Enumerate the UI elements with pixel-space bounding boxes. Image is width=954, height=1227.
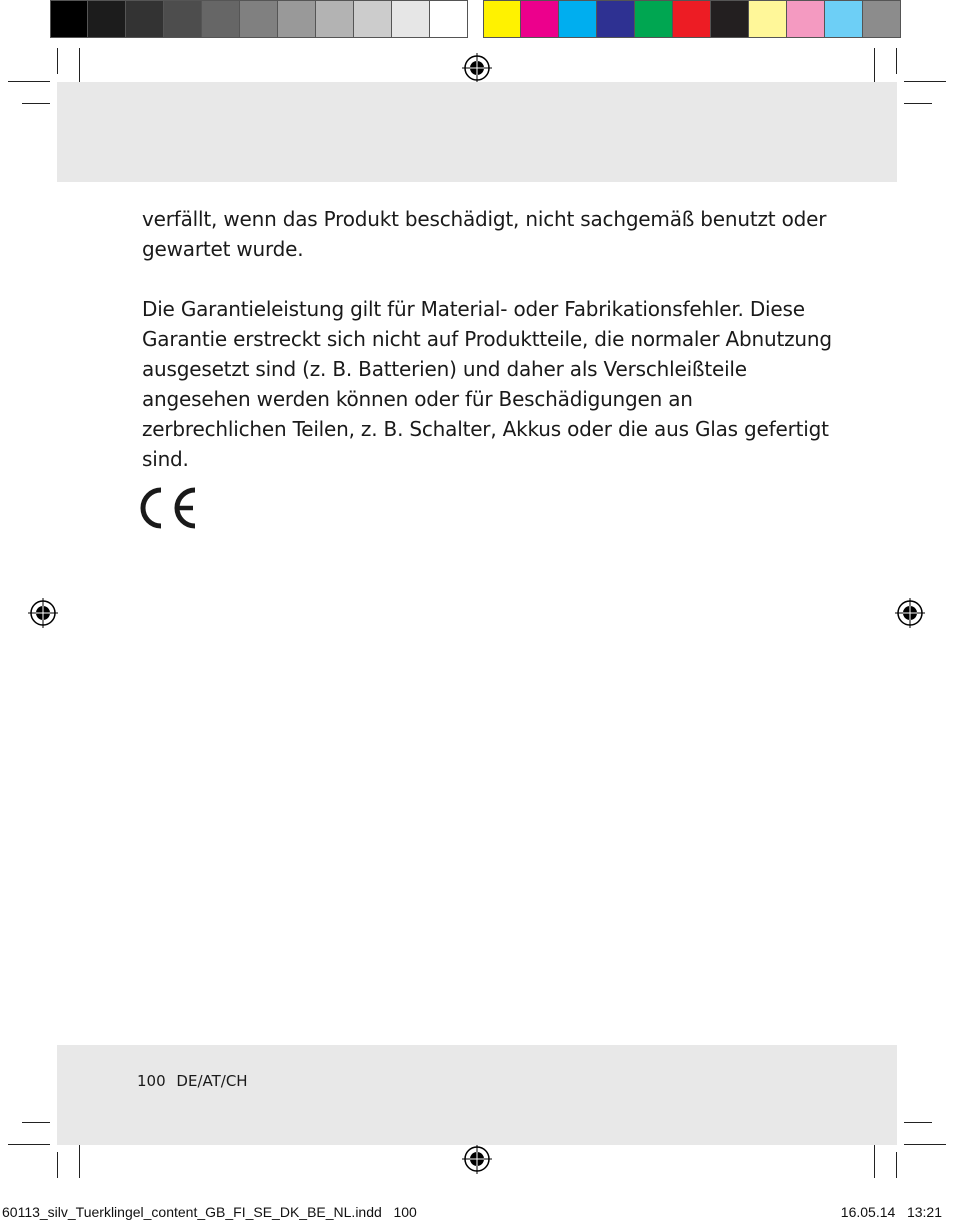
crop-mark-bottom-left-v	[57, 1152, 58, 1178]
region-label: DE/AT/CH	[176, 1072, 248, 1090]
grayscale-color-bar	[50, 0, 468, 41]
ce-mark-icon	[139, 486, 199, 530]
color-swatch-10	[863, 0, 901, 38]
gray-swatch-2	[126, 0, 164, 38]
gray-swatch-4	[202, 0, 240, 38]
header-band	[57, 82, 897, 182]
gray-swatch-9	[392, 0, 430, 38]
slug-timestamp: 16.05.14 13:21	[840, 1204, 942, 1220]
color-swatch-0	[483, 0, 521, 38]
registration-mark-top-icon	[462, 53, 492, 83]
gray-swatch-1	[88, 0, 126, 38]
process-color-bar	[483, 0, 901, 41]
crop-mark-top-right-h	[904, 81, 946, 82]
paragraph-warranty-void: verfällt, wenn das Produkt beschädigt, nicht sachgemäß benutzt oder gewartet wurde.	[142, 207, 827, 261]
color-swatch-1	[521, 0, 559, 38]
registration-mark-left-icon	[28, 598, 58, 628]
gray-swatch-5	[240, 0, 278, 38]
crop-mark-bottom-right-v2	[896, 1152, 897, 1178]
color-swatch-5	[673, 0, 711, 38]
crop-mark-bottom-left-h2	[8, 1144, 50, 1145]
gray-swatch-0	[50, 0, 88, 38]
page-number: 100	[137, 1072, 166, 1090]
color-swatch-3	[597, 0, 635, 38]
footer-band	[57, 1045, 897, 1145]
color-swatch-9	[825, 0, 863, 38]
registration-mark-right-icon	[895, 598, 925, 628]
body-text	[142, 204, 832, 504]
gray-swatch-10	[430, 0, 468, 38]
gray-swatch-8	[354, 0, 392, 38]
color-swatch-4	[635, 0, 673, 38]
color-swatch-2	[559, 0, 597, 38]
crop-mark-top-right-v2	[896, 48, 897, 74]
crop-mark-bottom-right-h2	[904, 1144, 946, 1145]
crop-mark-bottom-right-h	[904, 1122, 932, 1123]
registration-mark-bottom-icon	[462, 1144, 492, 1174]
gray-swatch-3	[164, 0, 202, 38]
color-swatch-6	[711, 0, 749, 38]
paragraph-warranty-scope: Die Garantieleistung gilt für Material- oder Fabrikationsfehler. Diese Garantie erstreckt sich nicht auf Produktteile, die normaler Abnutzung ausgesetzt sind (z. B. Batterien) und daher als Verschleißteile angesehen werden können oder für Beschädigungen an zerbrechlichen Teilen, z. B. Schalter, Akkus oder die aus Glas gefertigt sind.	[142, 297, 832, 471]
crop-mark-top-left-h	[8, 81, 50, 82]
slug-filename: 60113_silv_Tuerklingel_content_GB_FI_SE_DK_BE_NL.indd 100	[2, 1204, 417, 1220]
page-footer	[137, 1072, 254, 1090]
crop-mark-top-left-v2	[57, 48, 58, 74]
gray-swatch-6	[278, 0, 316, 38]
crop-mark-top-left-h2	[22, 103, 50, 104]
gray-swatch-7	[316, 0, 354, 38]
color-swatch-8	[787, 0, 825, 38]
crop-mark-top-right-h2	[904, 103, 932, 104]
color-swatch-7	[749, 0, 787, 38]
crop-mark-bottom-left-h	[22, 1122, 50, 1123]
